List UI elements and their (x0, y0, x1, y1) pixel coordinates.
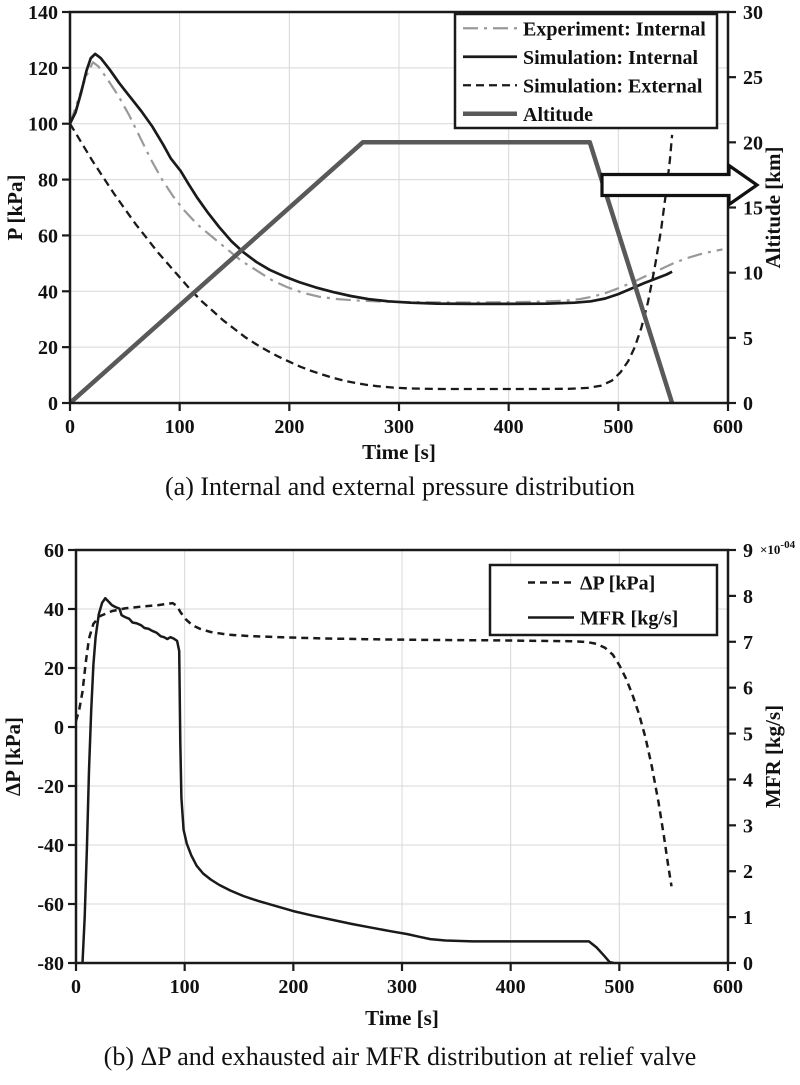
y-right-tick-label: 5 (743, 723, 753, 746)
x-axis-title: Time [s] (365, 1006, 439, 1030)
y-left-axis-title: P [kPa] (3, 174, 27, 241)
y-left-tick-label: -60 (37, 894, 64, 916)
x-tick-label: 500 (604, 976, 635, 998)
caption-b: (b) ΔP and exhausted air MFR distribution at relief valve (103, 1042, 697, 1071)
y-left-tick-label: -40 (37, 835, 64, 857)
legend (490, 565, 717, 635)
y-right-tick-label: 9 (743, 540, 753, 562)
x-tick-label: 400 (495, 976, 526, 998)
y-right-tick-label: 30 (743, 2, 763, 24)
y-left-tick-label: 60 (44, 540, 64, 562)
y-right-tick-label: 25 (743, 67, 763, 90)
y-right-tick-label: 1 (743, 907, 753, 930)
series-group (76, 598, 672, 963)
y-left-tick-label: 0 (48, 393, 58, 415)
y-right-tick-label: 4 (743, 769, 753, 792)
y-right-tick-label: 20 (743, 132, 763, 155)
legend (455, 14, 717, 128)
x-tick-label: 200 (274, 416, 305, 438)
y-left-axis-title: ΔP [kPa] (1, 716, 25, 797)
x-tick-label: 0 (71, 976, 81, 998)
x-tick-label: 100 (169, 976, 200, 998)
y-right-tick-label: 0 (743, 953, 753, 975)
legend-label-mfr-kg-s: MFR [kg/s] (580, 607, 679, 630)
series-p-kpa (76, 603, 672, 886)
y-left-tick-label: 40 (44, 599, 64, 621)
y-left-tick-label: 140 (28, 2, 58, 24)
x-tick-label: 300 (384, 416, 414, 438)
x-tick-label: 500 (603, 416, 634, 438)
series-altitude (70, 142, 672, 403)
caption-a: (a) Internal and external pressure distribution (165, 472, 635, 501)
y-left-tick-label: 20 (44, 658, 64, 680)
x-tick-label: 600 (713, 416, 743, 438)
legend-label-simulation-external: Simulation: External (523, 75, 703, 98)
dp-mfr-chart (0, 535, 800, 1045)
y-left-tick-label: 60 (38, 225, 58, 248)
y-left-tick-label: 80 (38, 169, 58, 192)
y-right-tick-label: 10 (743, 262, 763, 285)
y-right-tick-label: 7 (743, 631, 753, 654)
y-right-axis-title: Altitude [km] (761, 146, 785, 269)
y-right-tick-label: 0 (743, 393, 753, 415)
x-tick-label: 0 (65, 416, 75, 438)
legend-label-p-kpa: ΔP [kPa] (580, 572, 656, 595)
x-tick-label: 600 (713, 976, 743, 998)
x-axis-title: Time [s] (362, 440, 436, 464)
legend-label-experiment-internal: Experiment: Internal (523, 18, 706, 41)
series-mfr-kg-s (83, 598, 614, 963)
y-right-tick-label: 3 (743, 815, 753, 838)
y-left-tick-label: 20 (38, 337, 58, 360)
y-left-tick-label: 120 (28, 57, 58, 80)
y-left-tick-label: 100 (28, 113, 58, 136)
series-simulation-external (70, 124, 672, 389)
right-axis-multiplier: $\times 10^{-04}$ (760, 539, 796, 557)
y-left-tick-label: -80 (37, 953, 64, 975)
x-tick-label: 300 (387, 976, 417, 998)
x-tick-label: 100 (164, 416, 195, 438)
x-tick-label: 200 (278, 976, 309, 998)
y-right-tick-label: 6 (743, 677, 753, 700)
right-axis-arrow (602, 166, 757, 205)
y-left-tick-label: 0 (54, 717, 64, 739)
legend-label-simulation-internal: Simulation: Internal (523, 46, 699, 69)
y-right-tick-label: 2 (743, 861, 753, 884)
legend-label-altitude: Altitude (523, 103, 593, 126)
y-right-axis-title: MFR [kg/s] (761, 704, 785, 809)
y-left-tick-label: -20 (37, 776, 64, 798)
pressure-altitude-chart (0, 0, 800, 465)
x-tick-label: 400 (493, 416, 524, 438)
y-right-tick-label: 5 (743, 327, 753, 350)
y-left-tick-label: 40 (38, 281, 58, 304)
y-right-tick-label: 8 (743, 585, 753, 608)
y-right-tick-label: 15 (743, 197, 763, 220)
